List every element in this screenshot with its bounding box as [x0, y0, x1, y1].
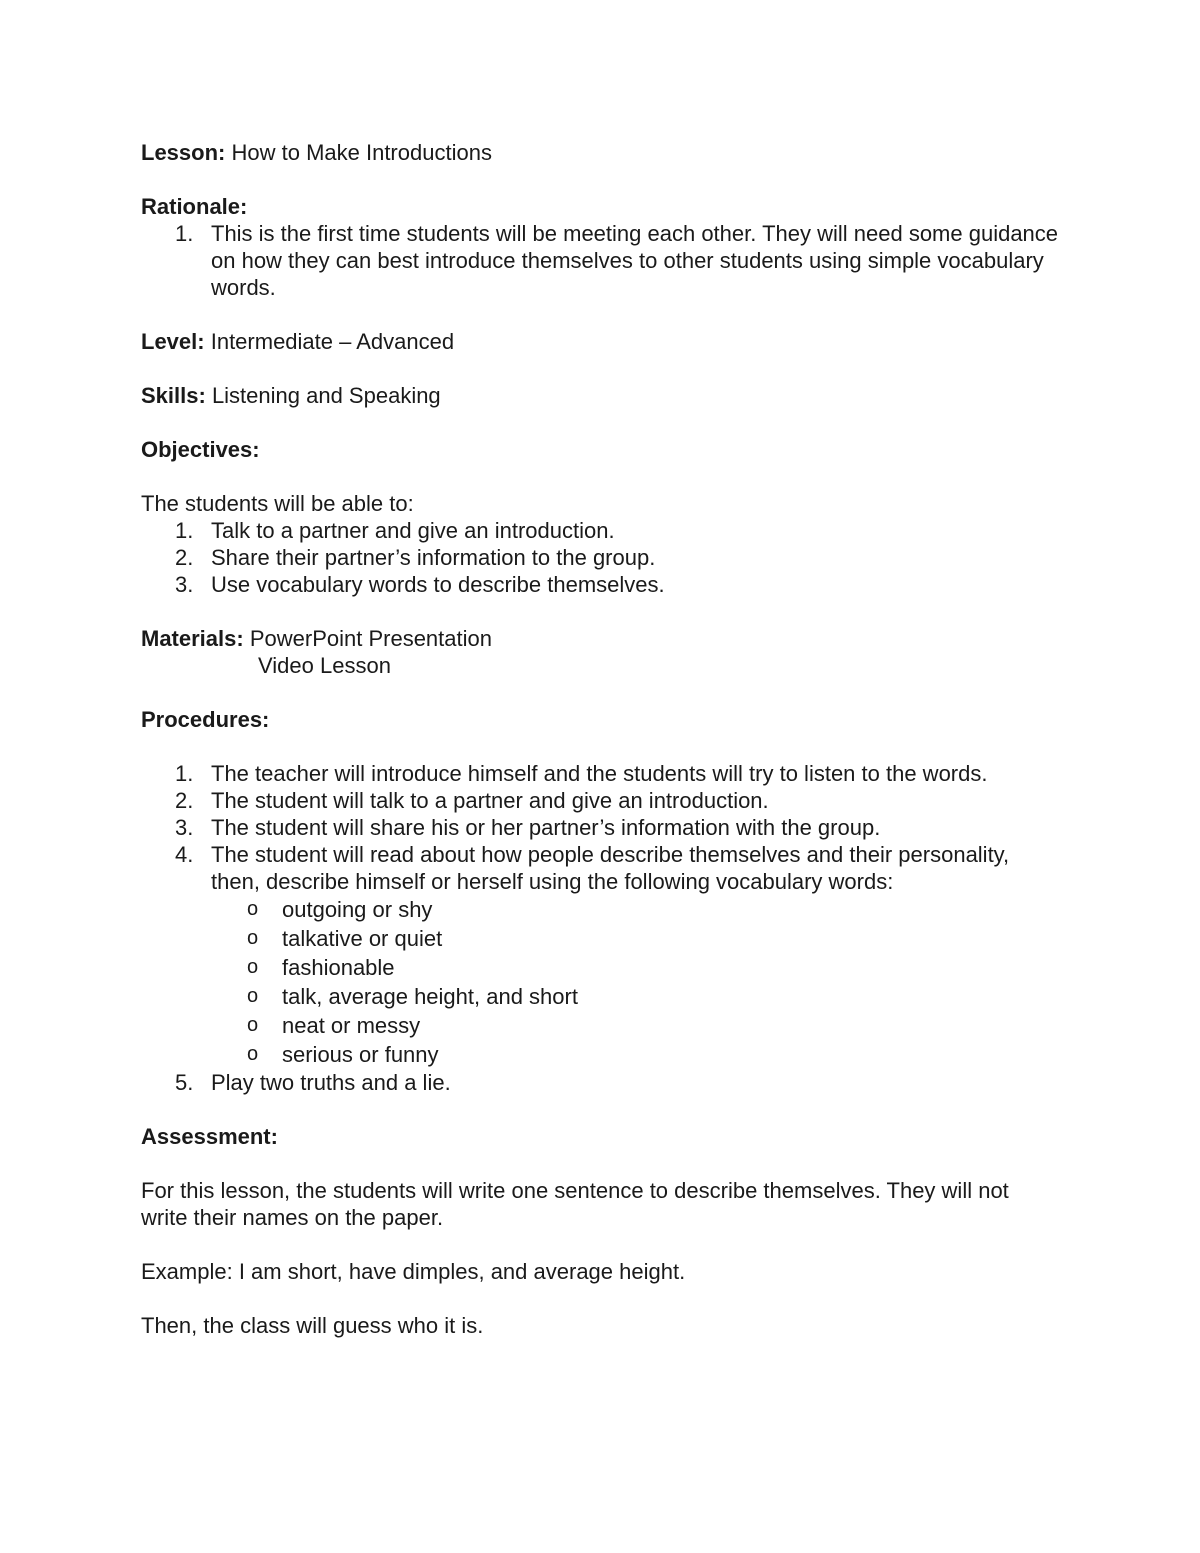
- list-item: 2. The student will talk to a partner and give an introduction.: [175, 788, 769, 813]
- assessment-heading: Assessment:: [141, 1124, 278, 1149]
- lesson-title: How to Make Introductions: [231, 140, 492, 165]
- sub-list-item: o outgoing or shy: [247, 897, 433, 922]
- level-label: Level:: [141, 329, 205, 354]
- materials-item: Video Lesson: [258, 653, 391, 678]
- materials-item: PowerPoint Presentation: [249, 626, 492, 651]
- level-value: Intermediate – Advanced: [210, 329, 455, 354]
- objectives-list: [141, 517, 1061, 598]
- objectives-intro: The students will be able to:: [141, 491, 414, 516]
- rationale-list: [141, 220, 1061, 301]
- assessment-paragraph: For this lesson, the students will write one sentence to describe themselves. They will not write their names on the paper.: [141, 1178, 1009, 1230]
- procedures-list: [141, 760, 1061, 1096]
- procedures-heading: Procedures:: [141, 707, 270, 732]
- list-item: 5. Play two truths and a lie.: [175, 1070, 451, 1095]
- lesson-label: Lesson:: [141, 140, 226, 165]
- list-item: 3. The student will share his or her partner’s information with the group.: [175, 815, 881, 840]
- list-item: 4. The student will read about how people describe themselves and their personality, then, describe himself or herself using the following vocabulary words: o outgoing or shy o talkative or quiet o fashionable o talk, average height, and short o neat or messy o serious or funny: [141, 841, 1061, 1069]
- sub-list-item: o talk, average height, and short: [247, 984, 578, 1009]
- materials-label: Materials:: [141, 626, 244, 651]
- list-item: 2. Share their partner’s information to the group.: [175, 545, 656, 570]
- sub-list-item: o talkative or quiet: [247, 926, 443, 951]
- list-item: 1. The teacher will introduce himself and the students will try to listen to the words.: [175, 761, 988, 786]
- list-item: 1. Talk to a partner and give an introduction.: [175, 518, 615, 543]
- assessment-closing: Then, the class will guess who it is.: [141, 1313, 484, 1338]
- assessment-example: Example: I am short, have dimples, and average height.: [141, 1259, 686, 1284]
- sub-list-item: o neat or messy: [247, 1013, 421, 1038]
- sub-list-item: o serious or funny: [247, 1042, 439, 1067]
- rationale-heading: Rationale:: [141, 194, 248, 219]
- list-item: 3. Use vocabulary words to describe themselves.: [175, 572, 665, 597]
- skills-value: Listening and Speaking: [211, 383, 441, 408]
- skills-label: Skills:: [141, 383, 206, 408]
- lesson-plan-document: [141, 139, 1061, 1339]
- vocabulary-sublist: [211, 895, 1061, 1069]
- sub-list-item: o fashionable: [247, 955, 395, 980]
- level-line: [141, 328, 1061, 355]
- materials-line: [141, 625, 1061, 652]
- skills-line: [141, 382, 1061, 409]
- lesson-line: [141, 139, 1061, 166]
- objectives-heading: Objectives:: [141, 437, 260, 462]
- list-item: 1. This is the first time students will be meeting each other. They will need some guidance on how they can best introduce themselves to other students using simple vocabulary words.: [175, 221, 1059, 300]
